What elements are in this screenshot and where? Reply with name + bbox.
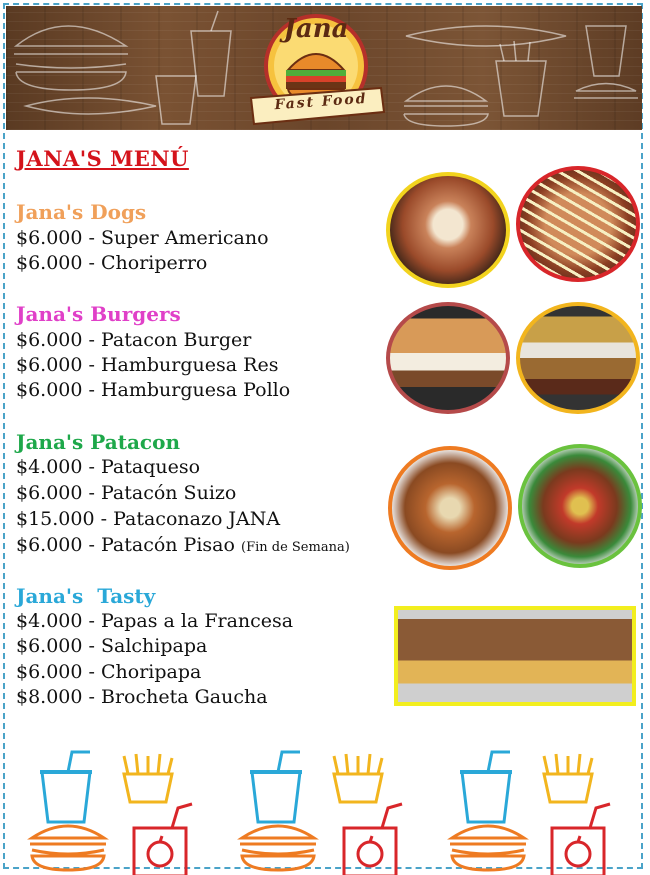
logo-brand-text: Jana	[283, 14, 349, 44]
patacon-photo	[518, 444, 642, 568]
section-title-burgers: Jana's Burgers	[16, 302, 181, 326]
hotdog-photo	[516, 166, 640, 282]
item-name: Patacon Burger	[100, 329, 252, 351]
menu-item: $6.000 - Choripapa	[16, 661, 202, 683]
item-name: Super Americano	[100, 227, 269, 249]
item-name: Choripapa	[100, 661, 202, 683]
burger-photo	[386, 302, 510, 414]
item-note: (Fin de Semana)	[241, 540, 350, 555]
logo-tagline-text: Fast Food	[273, 90, 368, 114]
item-price: $15.000	[16, 508, 95, 530]
patacon-photo	[388, 446, 512, 570]
hotdog-photo	[386, 172, 510, 288]
item-name: Choriperro	[100, 252, 208, 274]
menu-item: $4.000 - Pataqueso	[16, 456, 201, 478]
item-price: $4.000	[16, 610, 83, 632]
menu-item: $4.000 - Papas a la Francesa	[16, 610, 294, 632]
item-name: Patacón Suizo	[100, 482, 237, 504]
item-price: $4.000	[16, 456, 83, 478]
menu-item: $6.000 - Super Americano	[16, 227, 269, 249]
item-price: $6.000	[16, 661, 83, 683]
item-name: Hamburguesa Pollo	[100, 379, 291, 401]
section-title-tasty: Jana's Tasty	[16, 584, 156, 608]
menu-title: JANA'S MENÚ	[16, 146, 189, 171]
jana-logo	[236, 8, 396, 128]
menu-item: $6.000 - Patacón Suizo	[16, 482, 237, 504]
section-title-dogs: Jana's Dogs	[16, 200, 147, 224]
item-name: Pataqueso	[100, 456, 201, 478]
item-name: Salchipapa	[100, 635, 208, 657]
menu-item: $6.000 - Patacón Pisao (Fin de Semana)	[16, 534, 350, 556]
item-price: $6.000	[16, 482, 83, 504]
item-price: $6.000	[16, 534, 83, 556]
section-title-patacon: Jana's Patacon	[16, 430, 180, 454]
item-name: Hamburguesa Res	[100, 354, 279, 376]
menu-item: $8.000 - Brocheta Gaucha	[16, 686, 268, 708]
patacon-burger-photo	[516, 302, 640, 414]
item-price: $6.000	[16, 635, 83, 657]
item-name: Brocheta Gaucha	[100, 686, 268, 708]
menu-item: $15.000 - Pataconazo JANA	[16, 508, 281, 530]
item-price: $6.000	[16, 354, 83, 376]
item-name: Papas a la Francesa	[100, 610, 294, 632]
menu-item: $6.000 - Hamburguesa Res	[16, 354, 279, 376]
brocheta-photo	[394, 606, 636, 706]
item-price: $8.000	[16, 686, 83, 708]
item-name: Pataconazo JANA	[113, 508, 281, 530]
header-banner	[6, 6, 642, 130]
menu-item: $6.000 - Choriperro	[16, 252, 208, 274]
item-price: $6.000	[16, 252, 83, 274]
item-price: $6.000	[16, 227, 83, 249]
menu-item: $6.000 - Hamburguesa Pollo	[16, 379, 291, 401]
menu-item: $6.000 - Patacon Burger	[16, 329, 252, 351]
item-price: $6.000	[16, 329, 83, 351]
menu-item: $6.000 - Salchipapa	[16, 635, 208, 657]
item-price: $6.000	[16, 379, 83, 401]
item-name: Patacón Pisao	[100, 534, 235, 556]
